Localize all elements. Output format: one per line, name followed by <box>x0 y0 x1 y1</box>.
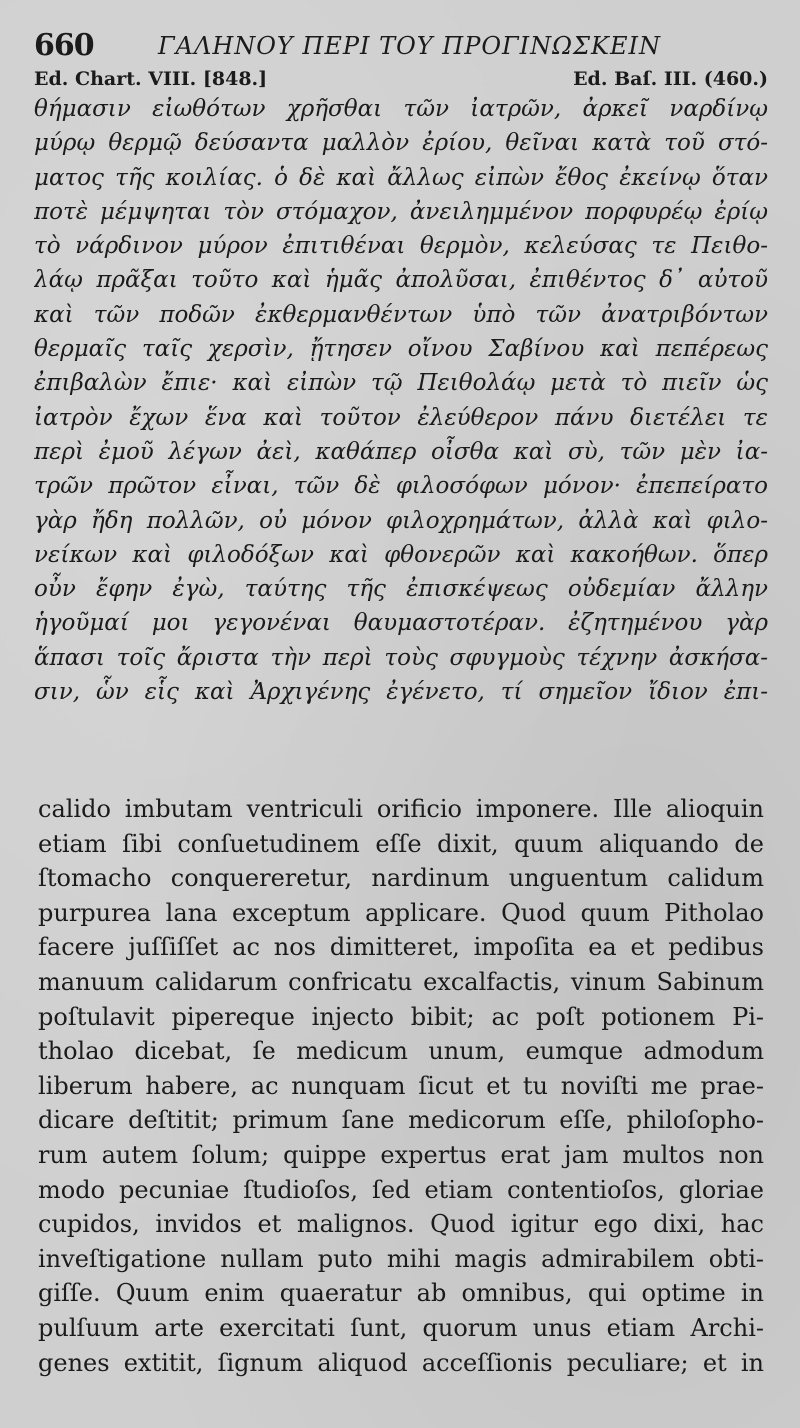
page-number: 660 <box>34 28 94 63</box>
greek-line: τρῶν πρῶτον εἶναι, τῶν δὲ φιλοσόφων μόνον· ἐπεπείρατο <box>34 473 768 500</box>
greek-line: νείκων καὶ φιλοδόξων καὶ φθονερῶν καὶ κακοήθων. ὅπερ <box>34 541 768 568</box>
greek-line: ἰατρὸν ἔχων ἕνα καὶ τοῦτον ἐλεύθερον πάνυ διετέλει τε <box>34 404 768 431</box>
latin-line: liberum habere, ac nunquam ſicut et tu noviſti me prae- <box>38 1071 764 1100</box>
latin-line: tholao dicebat, ſe medicum unum, eumque admodum <box>38 1037 764 1066</box>
greek-line: τὸ νάρδινον μύρον ἐπιτιθέναι θερμὸν, κελεύσας τε Πειθο- <box>34 233 768 260</box>
latin-line: rum autem ſolum; quippe expertus erat jam multos non <box>38 1140 764 1169</box>
latin-line: modo pecuniae ſtudioſos, ſed etiam contentioſos, gloriae <box>38 1175 764 1204</box>
latin-line: cupidos, invidos et malignos. Quod igitur ego dixi, hac <box>38 1210 764 1239</box>
edition-references <box>34 66 768 92</box>
latin-line: poſtulavit pipereque injecto bibit; ac poſt potionem Pi- <box>38 1002 764 1031</box>
greek-line: σιν, ὧν εἷς καὶ Ἀρχιγένης ἐγένετο, τί σημεῖον ἴδιον ἐπι- <box>34 679 768 706</box>
latin-text-block <box>38 792 764 1380</box>
latin-line: giſſe. Quum enim quaeratur ab omnibus, qui optime in <box>38 1279 764 1308</box>
greek-text-block <box>34 92 768 709</box>
greek-line: ματος τῆς κοιλίας. ὁ δὲ καὶ ἄλλως εἰπὼν ἔθος ἐκείνῳ ὅταν <box>34 164 768 191</box>
greek-line: μύρῳ θερμῷ δεύσαντα μαλλὸν ἐρίου, θεῖναι κατὰ τοῦ στό- <box>34 130 768 157</box>
greek-line: οὖν ἔφην ἐγὼ, ταύτης τῆς ἐπισκέψεως οὐδεμίαν ἄλλην <box>34 576 768 603</box>
latin-line: genes extitit, ſignum aliquod acceſſionis peculiare; et in <box>38 1348 764 1377</box>
latin-line: inveſtigatione nullam puto mihi magis admirabilem obti- <box>38 1244 764 1273</box>
edition-reference-chartier: Ed. Chart. VIII. [848.] <box>34 68 268 90</box>
greek-line: λάῳ πρᾶξαι τοῦτο καὶ ἡμᾶς ἀπολῦσαι, ἐπιθέντος δ᾽ αὐτοῦ <box>34 267 768 294</box>
latin-line: manuum calidarum confricatu excalfactis, vinum Sabinum <box>38 967 764 996</box>
latin-line: purpurea lana exceptum applicare. Quod quum Pitholao <box>38 898 764 927</box>
greek-line: γὰρ ἤδη πολλῶν, οὐ μόνον φιλοχρημάτων, ἀλλὰ καὶ φιλο- <box>34 507 768 534</box>
greek-line: ἅπασι τοῖς ἄριστα τὴν περὶ τοὺς σφυγμοὺς τέχνην ἀσκήσα- <box>34 644 768 671</box>
greek-line: καὶ τῶν ποδῶν ἐκθερμανθέντων ὑπὸ τῶν ἀνατριβόντων <box>34 301 768 328</box>
page-header <box>34 28 770 64</box>
greek-line: ποτὲ μέμψηται τὸν στόμαχον, ἀνειλημμένον πορφυρέῳ ἐρίῳ <box>34 198 768 225</box>
latin-line: ſtomacho conquereretur, nardinum unguentum calidum <box>38 864 764 893</box>
edition-reference-basel: Ed. Baſ. III. (460.) <box>573 68 768 90</box>
running-title: ΓΑΛΗΝΟΥ ΠΕΡΙ ΤΟΥ ΠΡΟΓΙΝΩΣΚΕΙΝ <box>158 32 661 60</box>
greek-line: θήμασιν εἰωθότων χρῆσθαι τῶν ἰατρῶν, ἀρκεῖ ναρδίνῳ <box>34 96 768 122</box>
greek-line: περὶ ἐμοῦ λέγων ἀεὶ, καθάπερ οἶσθα καὶ σὺ, τῶν μὲν ἰα- <box>34 438 768 465</box>
latin-line: etiam ſibi conſuetudinem eſſe dixit, quum aliquando de <box>38 829 764 858</box>
latin-line: calido imbutam ventriculi orificio imponere. Ille alioquin <box>38 795 764 823</box>
latin-line: dicare deſtitit; primum ſane medicorum eſſe, philoſopho- <box>38 1106 764 1135</box>
greek-line: θερμαῖς ταῖς χερσὶν, ᾔτησεν οἴνου Σαβίνου καὶ πεπέρεως <box>34 336 768 363</box>
greek-line: ἡγοῦμαί μοι γεγονέναι θαυμαστοτέραν. ἐζητημένου γὰρ <box>34 610 768 637</box>
greek-line: ἐπιβαλὼν ἔπιε· καὶ εἰπὼν τῷ Πειθολάῳ μετὰ τὸ πιεῖν ὡς <box>34 370 768 397</box>
latin-line: pulſuum arte exercitati ſunt, quorum unus etiam Archi- <box>38 1313 764 1342</box>
latin-line: facere juſſiſſet ac nos dimitteret, impoſita ea et pedibus <box>38 933 764 962</box>
